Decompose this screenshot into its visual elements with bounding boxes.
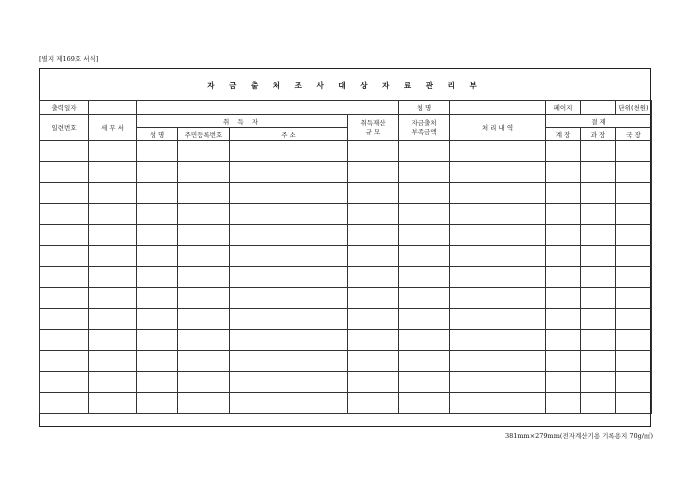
table-cell[interactable] [137, 267, 178, 288]
table-cell[interactable] [581, 288, 616, 309]
table-cell[interactable] [40, 183, 89, 204]
table-cell[interactable] [616, 225, 652, 246]
table-row [40, 183, 652, 204]
page-value[interactable] [581, 101, 616, 115]
table-cell[interactable] [137, 162, 178, 183]
table-cell[interactable] [137, 204, 178, 225]
table-cell[interactable] [616, 162, 652, 183]
table-cell[interactable] [546, 351, 581, 372]
table-cell[interactable] [581, 309, 616, 330]
table-cell[interactable] [616, 351, 652, 372]
acquirer-header: 취 득 자 [137, 115, 348, 128]
table-cell[interactable] [450, 288, 546, 309]
table-cell[interactable] [348, 183, 399, 204]
table-cell[interactable] [399, 162, 450, 183]
table-cell[interactable] [40, 162, 89, 183]
table-cell[interactable] [616, 141, 652, 162]
table-cell[interactable] [399, 267, 450, 288]
table-cell[interactable] [230, 393, 348, 414]
table-cell[interactable] [581, 393, 616, 414]
table-cell[interactable] [581, 141, 616, 162]
table-cell[interactable] [230, 309, 348, 330]
table-cell[interactable] [450, 372, 546, 393]
info-row [40, 101, 652, 115]
table-cell[interactable] [348, 204, 399, 225]
table-cell[interactable] [230, 204, 348, 225]
table-cell[interactable] [399, 330, 450, 351]
table-cell[interactable] [399, 204, 450, 225]
table-cell[interactable] [616, 309, 652, 330]
table-cell[interactable] [546, 183, 581, 204]
table-cell[interactable] [137, 309, 178, 330]
header-row-1 [40, 115, 652, 128]
fund-line1: 자금출처 [411, 118, 437, 127]
table-cell[interactable] [546, 393, 581, 414]
table-cell[interactable] [230, 330, 348, 351]
table-cell[interactable] [178, 393, 230, 414]
fund-shortfall-header [399, 115, 450, 141]
table-cell[interactable] [616, 330, 652, 351]
table-cell[interactable] [89, 141, 137, 162]
paper-spec-note: 381mm×279mm(전자계산기용 기록용지 70g/㎡) [504, 432, 653, 440]
table-cell[interactable] [178, 162, 230, 183]
table-cell[interactable] [178, 288, 230, 309]
table-cell[interactable] [89, 204, 137, 225]
table-cell[interactable] [616, 288, 652, 309]
serial-header: 일련번호 [40, 115, 89, 141]
table-cell[interactable] [581, 246, 616, 267]
table-row [40, 162, 652, 183]
table-cell[interactable] [89, 330, 137, 351]
table-cell[interactable] [89, 372, 137, 393]
unit-label: 단위(천원) [616, 101, 652, 115]
table-cell[interactable] [581, 267, 616, 288]
table-cell[interactable] [399, 288, 450, 309]
table-cell[interactable] [178, 372, 230, 393]
table-row [40, 267, 652, 288]
table-cell[interactable] [546, 309, 581, 330]
tax-office-header: 세 무 서 [89, 115, 137, 141]
section-header: 과 장 [581, 128, 616, 141]
table-cell[interactable] [89, 267, 137, 288]
table-row [40, 246, 652, 267]
table-cell[interactable] [399, 309, 450, 330]
table-cell[interactable] [348, 309, 399, 330]
address-header: 주 소 [230, 128, 348, 141]
table-cell[interactable] [546, 330, 581, 351]
table-cell[interactable] [616, 267, 652, 288]
name-header: 성 명 [137, 128, 178, 141]
table-cell[interactable] [450, 183, 546, 204]
table-cell[interactable] [178, 246, 230, 267]
table-cell[interactable] [450, 330, 546, 351]
table-cell[interactable] [137, 183, 178, 204]
table-cell[interactable] [348, 288, 399, 309]
resident-no-header: 주민등록번호 [178, 128, 230, 141]
table-cell[interactable] [40, 351, 89, 372]
print-date-label: 출력일자 [40, 101, 89, 115]
table-cell[interactable] [230, 246, 348, 267]
table-cell[interactable] [348, 393, 399, 414]
table-cell[interactable] [137, 246, 178, 267]
table-cell[interactable] [40, 246, 89, 267]
table-cell[interactable] [178, 225, 230, 246]
table-cell[interactable] [348, 225, 399, 246]
form-number-label: [별지 제169호 서식] [39, 55, 99, 63]
table-cell[interactable] [40, 204, 89, 225]
table-cell[interactable] [178, 351, 230, 372]
table-cell[interactable] [89, 309, 137, 330]
table-cell[interactable] [450, 162, 546, 183]
table-cell[interactable] [40, 309, 89, 330]
table-row [40, 204, 652, 225]
table-cell[interactable] [137, 288, 178, 309]
table-cell[interactable] [616, 372, 652, 393]
table-cell[interactable] [546, 225, 581, 246]
blank-cell [137, 101, 399, 115]
table-cell[interactable] [137, 372, 178, 393]
table-cell[interactable] [137, 393, 178, 414]
asset-scale-line2: 규 모 [365, 127, 381, 136]
table-cell[interactable] [581, 183, 616, 204]
table-cell[interactable] [40, 393, 89, 414]
table-cell[interactable] [450, 246, 546, 267]
table-cell[interactable] [581, 204, 616, 225]
table-row [40, 330, 652, 351]
table-cell[interactable] [230, 141, 348, 162]
table-cell[interactable] [581, 330, 616, 351]
table-cell[interactable] [546, 162, 581, 183]
table-cell[interactable] [581, 351, 616, 372]
ledger-form [39, 68, 651, 427]
table-cell[interactable] [546, 141, 581, 162]
table-cell[interactable] [40, 288, 89, 309]
table-cell[interactable] [616, 393, 652, 414]
table-cell[interactable] [399, 183, 450, 204]
director-header: 국 장 [616, 128, 652, 141]
name-label: 칭 명 [399, 101, 450, 115]
table-cell[interactable] [40, 330, 89, 351]
table-row [40, 393, 652, 414]
table-cell[interactable] [399, 351, 450, 372]
table-cell[interactable] [230, 162, 348, 183]
table-cell[interactable] [348, 141, 399, 162]
table-cell[interactable] [40, 225, 89, 246]
form-title: 자 금 출 처 조 사 대 상 자 료 관 리 부 [207, 80, 483, 90]
fund-line2: 부족금액 [411, 127, 437, 136]
chief-header: 계 장 [546, 128, 581, 141]
table-cell[interactable] [348, 330, 399, 351]
table-cell[interactable] [450, 393, 546, 414]
table-cell[interactable] [230, 267, 348, 288]
table-cell[interactable] [546, 204, 581, 225]
table-cell[interactable] [40, 141, 89, 162]
table-cell[interactable] [348, 162, 399, 183]
table-cell[interactable] [450, 309, 546, 330]
table-row [40, 288, 652, 309]
table-cell[interactable] [178, 204, 230, 225]
name-value[interactable] [450, 101, 546, 115]
table-cell[interactable] [546, 267, 581, 288]
table-cell[interactable] [40, 372, 89, 393]
page-label: 페이지 [546, 101, 581, 115]
table-cell[interactable] [399, 225, 450, 246]
table-cell[interactable] [137, 351, 178, 372]
ledger-table [39, 100, 652, 414]
table-cell[interactable] [581, 225, 616, 246]
table-cell[interactable] [178, 183, 230, 204]
table-cell[interactable] [89, 288, 137, 309]
table-cell[interactable] [89, 393, 137, 414]
asset-scale-header [348, 115, 399, 141]
print-date-value[interactable] [89, 101, 137, 115]
table-cell[interactable] [178, 309, 230, 330]
table-cell[interactable] [450, 204, 546, 225]
table-row [40, 372, 652, 393]
table-cell[interactable] [89, 351, 137, 372]
table-cell[interactable] [546, 288, 581, 309]
table-cell[interactable] [230, 183, 348, 204]
table-cell[interactable] [348, 267, 399, 288]
table-cell[interactable] [178, 267, 230, 288]
table-cell[interactable] [546, 372, 581, 393]
table-cell[interactable] [616, 246, 652, 267]
approval-header: 결 재 [546, 115, 652, 128]
table-cell[interactable] [546, 246, 581, 267]
table-cell[interactable] [399, 393, 450, 414]
table-cell[interactable] [616, 204, 652, 225]
table-cell[interactable] [89, 162, 137, 183]
table-row [40, 141, 652, 162]
table-cell[interactable] [348, 246, 399, 267]
table-cell[interactable] [581, 162, 616, 183]
table-cell[interactable] [399, 141, 450, 162]
table-cell[interactable] [230, 225, 348, 246]
table-cell[interactable] [230, 372, 348, 393]
asset-scale-line1: 취득재산 [360, 118, 386, 127]
table-cell[interactable] [178, 141, 230, 162]
table-cell[interactable] [348, 351, 399, 372]
table-cell[interactable] [581, 372, 616, 393]
table-cell[interactable] [399, 246, 450, 267]
table-cell[interactable] [348, 372, 399, 393]
table-cell[interactable] [178, 330, 230, 351]
table-cell[interactable] [137, 141, 178, 162]
table-cell[interactable] [450, 351, 546, 372]
data-body [40, 141, 652, 414]
table-row [40, 351, 652, 372]
table-row [40, 225, 652, 246]
table-cell[interactable] [616, 183, 652, 204]
table-row [40, 309, 652, 330]
table-cell[interactable] [89, 183, 137, 204]
table-cell[interactable] [230, 288, 348, 309]
table-cell[interactable] [137, 225, 178, 246]
table-cell[interactable] [137, 330, 178, 351]
table-cell[interactable] [450, 225, 546, 246]
table-cell[interactable] [450, 267, 546, 288]
table-cell[interactable] [89, 246, 137, 267]
table-cell[interactable] [450, 141, 546, 162]
table-cell[interactable] [89, 225, 137, 246]
table-cell[interactable] [40, 267, 89, 288]
processing-header: 처 리 내 역 [450, 115, 546, 141]
table-cell[interactable] [230, 351, 348, 372]
table-cell[interactable] [399, 372, 450, 393]
